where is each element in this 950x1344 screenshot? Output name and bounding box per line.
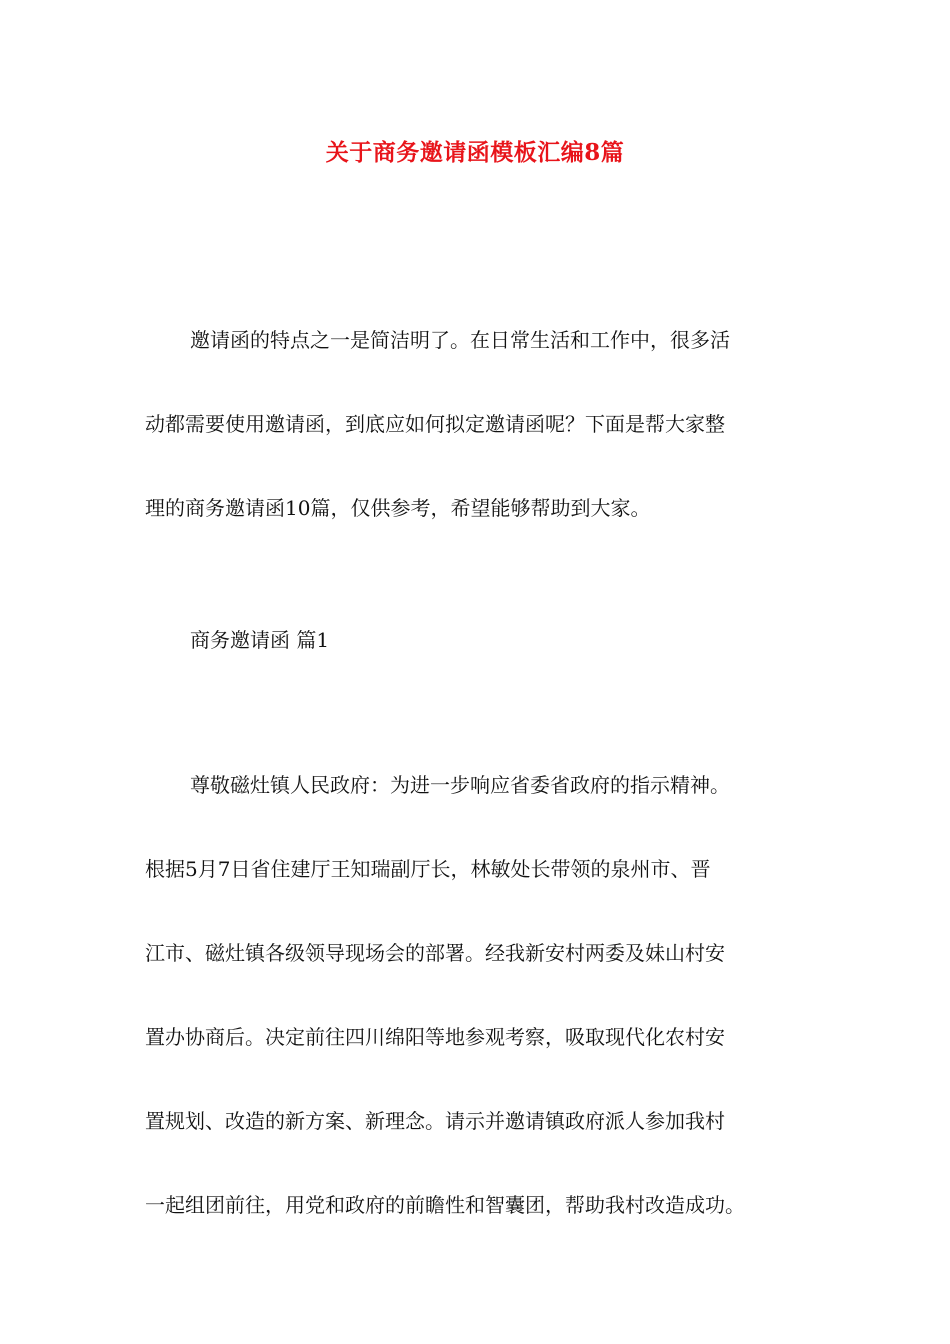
letter-line: 尊敬磁灶镇人民政府：为进一步响应省委省政府的指示精神。 bbox=[190, 773, 730, 797]
letter-line: 根据5月7日省住建厅王知瑞副厅长，林敏处长带领的泉州市、晋 bbox=[145, 857, 711, 881]
section-heading bbox=[145, 626, 825, 654]
letter-paragraph bbox=[145, 771, 825, 1275]
letter-line: 置办协商后。决定前往四川绵阳等地参观考察，吸取现代化农村安 bbox=[145, 1025, 725, 1049]
letter-line: 一起组团前往，用党和政府的前瞻性和智囊团，帮助我村改造成功。 bbox=[145, 1193, 745, 1217]
section-heading-text: 商务邀请函 篇1 bbox=[190, 628, 330, 652]
intro-line: 理的商务邀请函10篇，仅供参考，希望能够帮助到大家。 bbox=[145, 496, 651, 520]
document-title: 关于商务邀请函模板汇编8篇 bbox=[325, 139, 625, 166]
letter-line: 置规划、改造的新方案、新理念。请示并邀请镇政府派人参加我村 bbox=[145, 1109, 725, 1133]
intro-line: 邀请函的特点之一是简洁明了。在日常生活和工作中，很多活 bbox=[190, 328, 730, 352]
letter-line: 江市、磁灶镇各级领导现场会的部署。经我新安村两委及妹山村安 bbox=[145, 941, 725, 965]
intro-paragraph bbox=[145, 326, 825, 578]
intro-line: 动都需要使用邀请函，到底应如何拟定邀请函呢？下面是帮大家整 bbox=[145, 412, 725, 436]
